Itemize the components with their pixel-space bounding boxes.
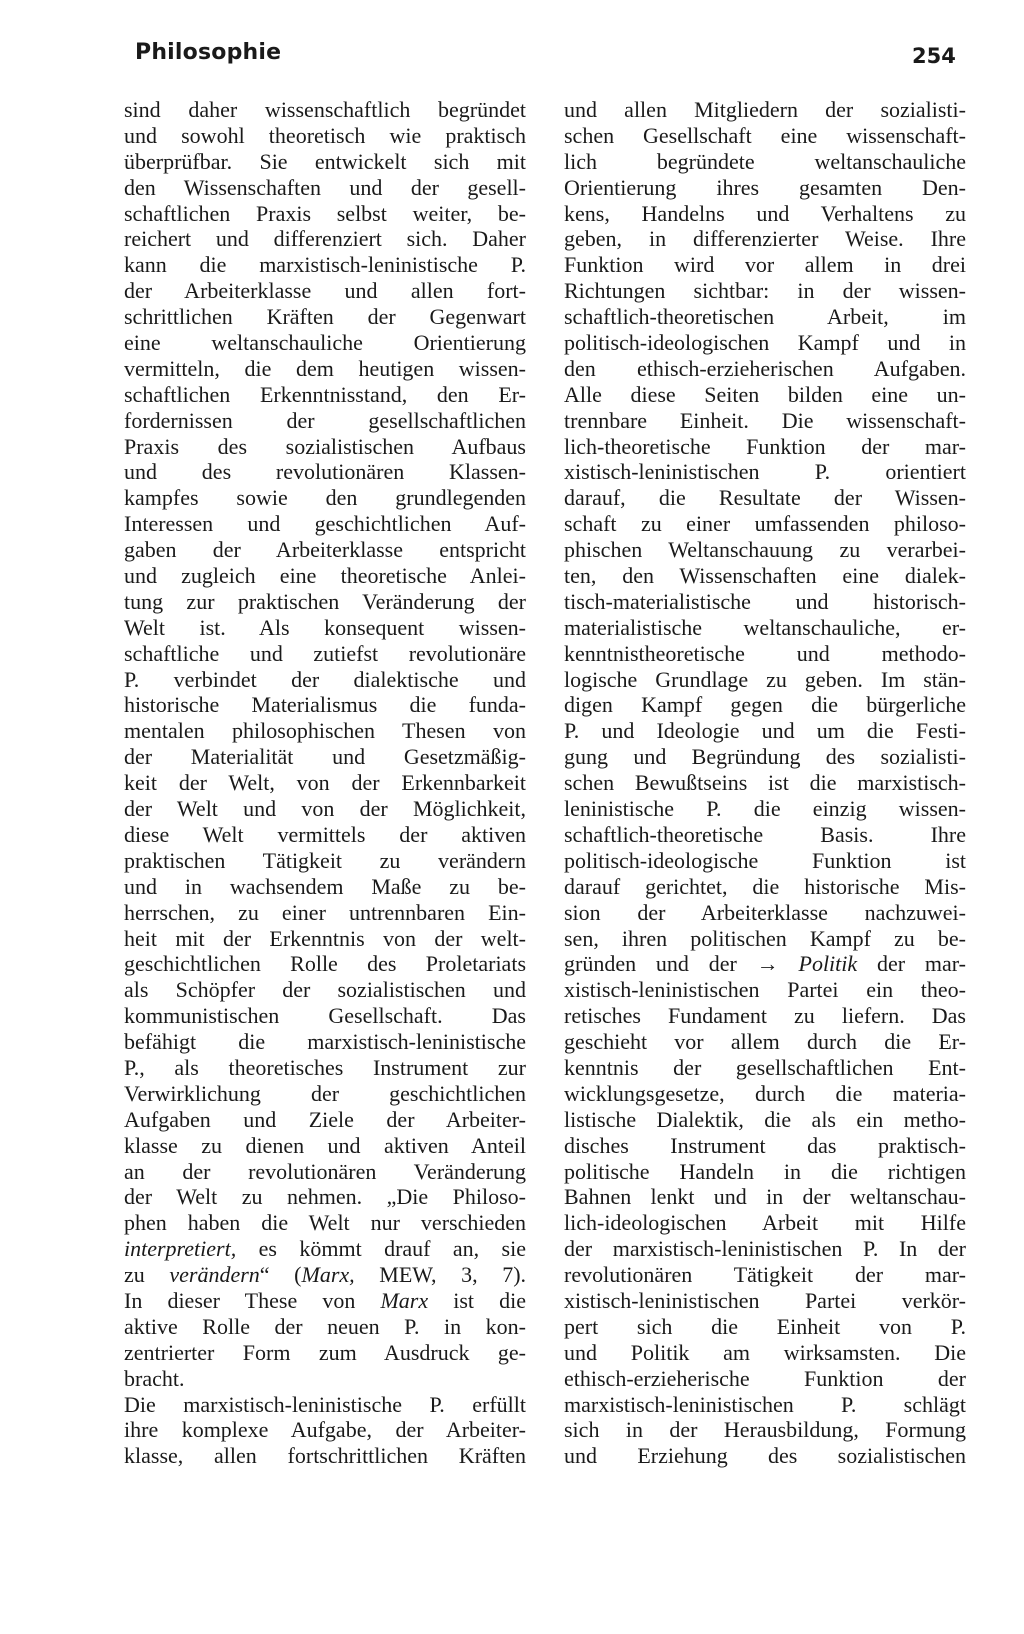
text-line <box>564 848 966 874</box>
text-line <box>564 1366 966 1392</box>
text-line <box>124 226 526 252</box>
line-text: P., als theoretisches Instrument zur <box>124 1054 526 1080</box>
line-text: diese Welt vermittels der aktiven <box>124 821 526 847</box>
line-text: reichert und differenziert sich. Daher <box>124 226 526 252</box>
text-line <box>564 1288 966 1314</box>
line-text: aktive Rolle der neuen P. in kon- <box>124 1313 526 1339</box>
line-text: xistisch-leninistischen Partei verkör- <box>564 1287 966 1313</box>
text-line <box>564 537 966 563</box>
line-text: und zugleich eine theoretische Anlei- <box>124 563 526 589</box>
text-line <box>564 459 966 485</box>
text-line <box>124 718 526 744</box>
line-text: gaben der Arbeiterklasse entspricht <box>124 537 526 563</box>
text-line <box>124 796 526 822</box>
text-line <box>564 977 966 1003</box>
line-text: und Erziehung des sozialistischen <box>564 1443 966 1469</box>
text-line <box>124 874 526 900</box>
text-line <box>564 123 966 149</box>
text-line <box>564 1443 966 1469</box>
text-line <box>564 926 966 952</box>
line-text: schaftlich-theoretische Basis. Ihre <box>564 821 966 847</box>
text-line <box>124 304 526 330</box>
text-line <box>124 1133 526 1159</box>
text-line <box>124 770 526 796</box>
line-text: historische Materialismus die funda- <box>124 692 526 718</box>
line-italic-text: interpretiert, <box>124 1236 237 1262</box>
line-text: Aufgaben und Ziele der Arbeiter- <box>124 1106 526 1132</box>
line-text: wicklungsgesetze, durch die materia- <box>564 1080 966 1106</box>
text-line <box>564 252 966 278</box>
text-line <box>564 226 966 252</box>
line-text: geben, in differenzierter Weise. Ihre <box>564 226 966 252</box>
text-line <box>564 201 966 227</box>
text-line <box>124 1107 526 1133</box>
line-text: In dieser These von <box>124 1287 381 1313</box>
text-line <box>124 822 526 848</box>
text-line <box>124 201 526 227</box>
text-line <box>124 149 526 175</box>
line-text: befähigt die marxistisch-leninistische <box>124 1029 526 1055</box>
text-line <box>124 1314 526 1340</box>
line-text: sind daher wissenschaftlich begründet <box>124 97 526 122</box>
text-line <box>564 511 966 537</box>
text-line <box>124 848 526 874</box>
line-italic-text: Politik <box>798 951 858 977</box>
line-text: gung und Begründung des sozialisti- <box>564 744 966 770</box>
text-line <box>124 1443 526 1469</box>
text-line <box>124 692 526 718</box>
line-text: schaftlichen Praxis selbst weiter, be- <box>124 200 526 226</box>
line-text: retisches Fundament zu liefern. Das <box>564 1003 966 1029</box>
text-line <box>124 511 526 537</box>
line-text: und Politik am wirksamsten. Die <box>564 1339 966 1365</box>
line-text: Bahnen lenkt und in der weltanschau- <box>564 1184 966 1210</box>
text-line <box>564 874 966 900</box>
text-line <box>564 615 966 641</box>
text-line <box>124 977 526 1003</box>
line-text: der marxistisch-leninistischen P. In der <box>564 1236 966 1262</box>
line-text: kann die marxistisch-leninistische P. <box>124 252 526 278</box>
line-text: zentrierter Form zum Ausdruck ge- <box>124 1339 526 1365</box>
line-text: marxistisch-leninistischen P. schlägt <box>564 1391 966 1417</box>
text-line <box>564 718 966 744</box>
line-text: Alle diese Seiten bilden eine un- <box>564 381 966 407</box>
line-text: sen, ihren politischen Kampf zu be- <box>564 925 966 951</box>
line-text-continued: es kömmt drauf an, sie <box>236 1236 526 1262</box>
line-text: als Schöpfer der sozialistischen und <box>124 977 526 1003</box>
line-text: und in wachsendem Maße zu be- <box>124 873 526 899</box>
text-line <box>564 900 966 926</box>
line-text: gründen und der → <box>564 951 799 977</box>
text-line <box>124 252 526 278</box>
text-line <box>564 951 966 977</box>
line-text: klasse, allen fortschrittlichen Kräften <box>124 1443 526 1469</box>
text-line <box>564 1003 966 1029</box>
line-text: den Wissenschaften und der gesell- <box>124 174 526 200</box>
line-text: lich begründete weltanschauliche <box>564 148 966 174</box>
line-text: darauf gerichtet, die historische Mis- <box>564 873 966 899</box>
text-line <box>124 1159 526 1185</box>
line-text: tisch-materialistische und historisch- <box>564 588 966 614</box>
line-text: mentalen philosophischen Thesen von <box>124 718 526 744</box>
line-text: phen haben die Welt nur verschieden <box>124 1210 526 1236</box>
text-line <box>124 1417 526 1443</box>
text-line <box>564 589 966 615</box>
text-line <box>124 175 526 201</box>
text-line <box>564 330 966 356</box>
text-line <box>564 1107 966 1133</box>
text-line <box>124 744 526 770</box>
line-italic-text: Marx <box>380 1287 429 1313</box>
line-text: kampfes sowie den grundlegenden <box>124 485 526 511</box>
line-text: zu <box>124 1262 170 1288</box>
line-text: ten, den Wissenschaften eine dialek- <box>564 563 966 589</box>
text-line <box>124 278 526 304</box>
text-line <box>124 641 526 667</box>
line-text: kenntnistheoretische und methodo- <box>564 640 966 666</box>
left-text-column <box>124 97 526 1469</box>
text-line <box>124 537 526 563</box>
text-line <box>564 1236 966 1262</box>
line-text: praktischen Tätigkeit zu verändern <box>124 847 526 873</box>
line-text: revolutionären Tätigkeit der mar- <box>564 1262 966 1288</box>
text-line <box>564 1055 966 1081</box>
line-text: lich-theoretische Funktion der mar- <box>564 433 966 459</box>
text-line <box>564 356 966 382</box>
line-text: disches Instrument das praktisch- <box>564 1132 966 1158</box>
text-line <box>564 149 966 175</box>
text-line <box>124 97 526 123</box>
line-text: schaftliche und zutiefst revolutionäre <box>124 640 526 666</box>
text-line <box>564 822 966 848</box>
line-text: keit der Welt, von der Erkennbarkeit <box>124 770 526 796</box>
text-line <box>564 304 966 330</box>
line-text: politische Handeln in die richtigen <box>564 1158 966 1184</box>
text-line <box>124 1184 526 1210</box>
line-text-continued: der mar- <box>857 951 966 977</box>
text-line <box>564 770 966 796</box>
text-line <box>564 667 966 693</box>
text-line <box>124 1081 526 1107</box>
text-line <box>564 278 966 304</box>
line-text: der Materialität und Gesetzmäßig- <box>124 744 526 770</box>
text-line <box>124 434 526 460</box>
line-text: Orientierung ihres gesamten Den- <box>564 174 966 200</box>
line-text: klasse zu dienen und aktiven Anteil <box>124 1132 526 1158</box>
line-text: darauf, die Resultate der Wissen- <box>564 485 966 511</box>
line-text: ethisch-erzieherische Funktion der <box>564 1365 966 1391</box>
line-text: trennbare Einheit. Die wissenschaft- <box>564 407 966 433</box>
text-line <box>124 1392 526 1418</box>
line-text: geschieht vor allem durch die Er- <box>564 1029 966 1055</box>
line-text: fordernissen der gesellschaftlichen <box>124 407 526 433</box>
text-line <box>564 1184 966 1210</box>
text-line <box>124 123 526 149</box>
line-text: geschichtlichen Rolle des Proletariats <box>124 951 526 977</box>
text-line <box>124 900 526 926</box>
text-line <box>564 563 966 589</box>
line-text: phischen Weltanschauung zu verarbei- <box>564 537 966 563</box>
line-text: digen Kampf gegen die bürgerliche <box>564 692 966 718</box>
text-line <box>564 408 966 434</box>
running-head-title: Philosophie <box>135 40 282 65</box>
line-text: Interessen und geschichtlichen Auf- <box>124 511 526 537</box>
text-line <box>124 1236 526 1262</box>
text-line <box>564 1262 966 1288</box>
line-text: der Welt und von der Möglichkeit, <box>124 796 526 822</box>
text-line <box>564 1029 966 1055</box>
line-text-continued: ist die <box>428 1287 526 1313</box>
line-text: leninistische P. die einzig wissen- <box>564 796 966 822</box>
line-text: eine weltanschauliche Orientierung <box>124 330 526 356</box>
line-text: heit mit der Erkenntnis von der welt- <box>124 925 526 951</box>
right-text-column <box>564 97 966 1469</box>
text-line <box>124 408 526 434</box>
line-text: der Arbeiterklasse und allen fort- <box>124 278 526 304</box>
line-text: und sowohl theoretisch wie praktisch <box>124 122 526 148</box>
line-text: schaftlichen Erkenntnisstand, den Er- <box>124 381 526 407</box>
text-line <box>564 1081 966 1107</box>
line-text: lich-ideologischen Arbeit mit Hilfe <box>564 1210 966 1236</box>
line-text: schen Gesellschaft eine wissenschaft- <box>564 122 966 148</box>
line-text: tung zur praktischen Veränderung der <box>124 588 526 614</box>
line-text: Richtungen sichtbar: in der wissen- <box>564 278 966 304</box>
line-italic-text: verändern <box>169 1262 260 1288</box>
line-text-continued: MEW, 3, 7). <box>354 1262 526 1288</box>
line-text: pert sich die Einheit von P. <box>564 1313 966 1339</box>
line-text: schaft zu einer umfassenden philoso- <box>564 511 966 537</box>
line-text: P. verbindet der dialektische und <box>124 666 526 692</box>
text-line <box>124 1288 526 1314</box>
text-line <box>124 1003 526 1029</box>
line-italic-text: Marx, <box>301 1262 355 1288</box>
line-text: sich in der Herausbildung, Formung <box>564 1417 966 1443</box>
line-text: P. und Ideologie und um die Festi- <box>564 718 966 744</box>
text-line <box>564 485 966 511</box>
text-line <box>564 1210 966 1236</box>
line-text: und des revolutionären Klassen- <box>124 459 526 485</box>
text-line <box>124 459 526 485</box>
text-line <box>124 615 526 641</box>
page-number: 254 <box>912 44 956 68</box>
line-text: an der revolutionären Veränderung <box>124 1158 526 1184</box>
line-text: herrschen, zu einer untrennbaren Ein- <box>124 899 526 925</box>
line-text: schen Bewußtseins ist die marxistisch- <box>564 770 966 796</box>
line-text: überprüfbar. Sie entwickelt sich mit <box>124 148 526 174</box>
line-text: Funktion wird vor allem in drei <box>564 252 966 278</box>
line-text: politisch-ideologische Funktion ist <box>564 847 966 873</box>
text-line <box>124 382 526 408</box>
line-text: politisch-ideologischen Kampf und in <box>564 330 966 356</box>
line-text: listische Dialektik, die als ein metho- <box>564 1106 966 1132</box>
text-line <box>124 667 526 693</box>
line-text: kommunistischen Gesellschaft. Das <box>124 1003 526 1029</box>
text-line <box>564 1417 966 1443</box>
text-line <box>564 382 966 408</box>
line-text: schaftlich-theoretischen Arbeit, im <box>564 304 966 330</box>
text-line <box>124 1210 526 1236</box>
line-text: den ethisch-erzieherischen Aufgaben. <box>564 355 966 381</box>
line-text-continued: “ ( <box>259 1262 302 1288</box>
line-text: logische Grundlage zu geben. Im stän- <box>564 666 966 692</box>
line-text: kens, Handelns und Verhaltens zu <box>564 200 966 226</box>
line-text: sion der Arbeiterklasse nachzuwei- <box>564 899 966 925</box>
line-text: Praxis des sozialistischen Aufbaus <box>124 433 526 459</box>
text-line <box>124 330 526 356</box>
text-line <box>564 1133 966 1159</box>
text-line <box>124 1366 526 1392</box>
text-line <box>124 1029 526 1055</box>
text-line <box>564 434 966 460</box>
text-line <box>564 97 966 123</box>
text-line <box>124 589 526 615</box>
text-line <box>564 1314 966 1340</box>
line-text: Verwirklichung der geschichtlichen <box>124 1080 526 1106</box>
line-text: bracht. <box>124 1365 185 1391</box>
line-text: vermitteln, die dem heutigen wissen- <box>124 355 526 381</box>
line-text: Die marxistisch-leninistische P. erfüllt <box>124 1391 526 1417</box>
text-line <box>124 926 526 952</box>
text-line <box>564 1340 966 1366</box>
text-line <box>124 1055 526 1081</box>
text-line <box>124 951 526 977</box>
text-line <box>124 356 526 382</box>
line-text: schrittlichen Kräften der Gegenwart <box>124 304 526 330</box>
line-text: und allen Mitgliedern der sozialisti- <box>564 97 966 122</box>
text-line <box>564 744 966 770</box>
text-line <box>124 485 526 511</box>
text-line <box>124 563 526 589</box>
text-line <box>564 175 966 201</box>
line-text: materialistische weltanschauliche, er- <box>564 614 966 640</box>
line-text: xistisch-leninistischen Partei ein theo- <box>564 977 966 1003</box>
text-line <box>124 1340 526 1366</box>
text-line <box>564 692 966 718</box>
text-line <box>124 1262 526 1288</box>
line-text: ihre komplexe Aufgabe, der Arbeiter- <box>124 1417 526 1443</box>
line-text: der Welt zu nehmen. „Die Philoso- <box>124 1184 526 1210</box>
text-line <box>564 796 966 822</box>
line-text: kenntnis der gesellschaftlichen Ent- <box>564 1054 966 1080</box>
line-text: xistisch-leninistischen P. orientiert <box>564 459 966 485</box>
text-line <box>564 1159 966 1185</box>
line-text: Welt ist. Als konsequent wissen- <box>124 614 526 640</box>
text-line <box>564 641 966 667</box>
text-line <box>564 1392 966 1418</box>
